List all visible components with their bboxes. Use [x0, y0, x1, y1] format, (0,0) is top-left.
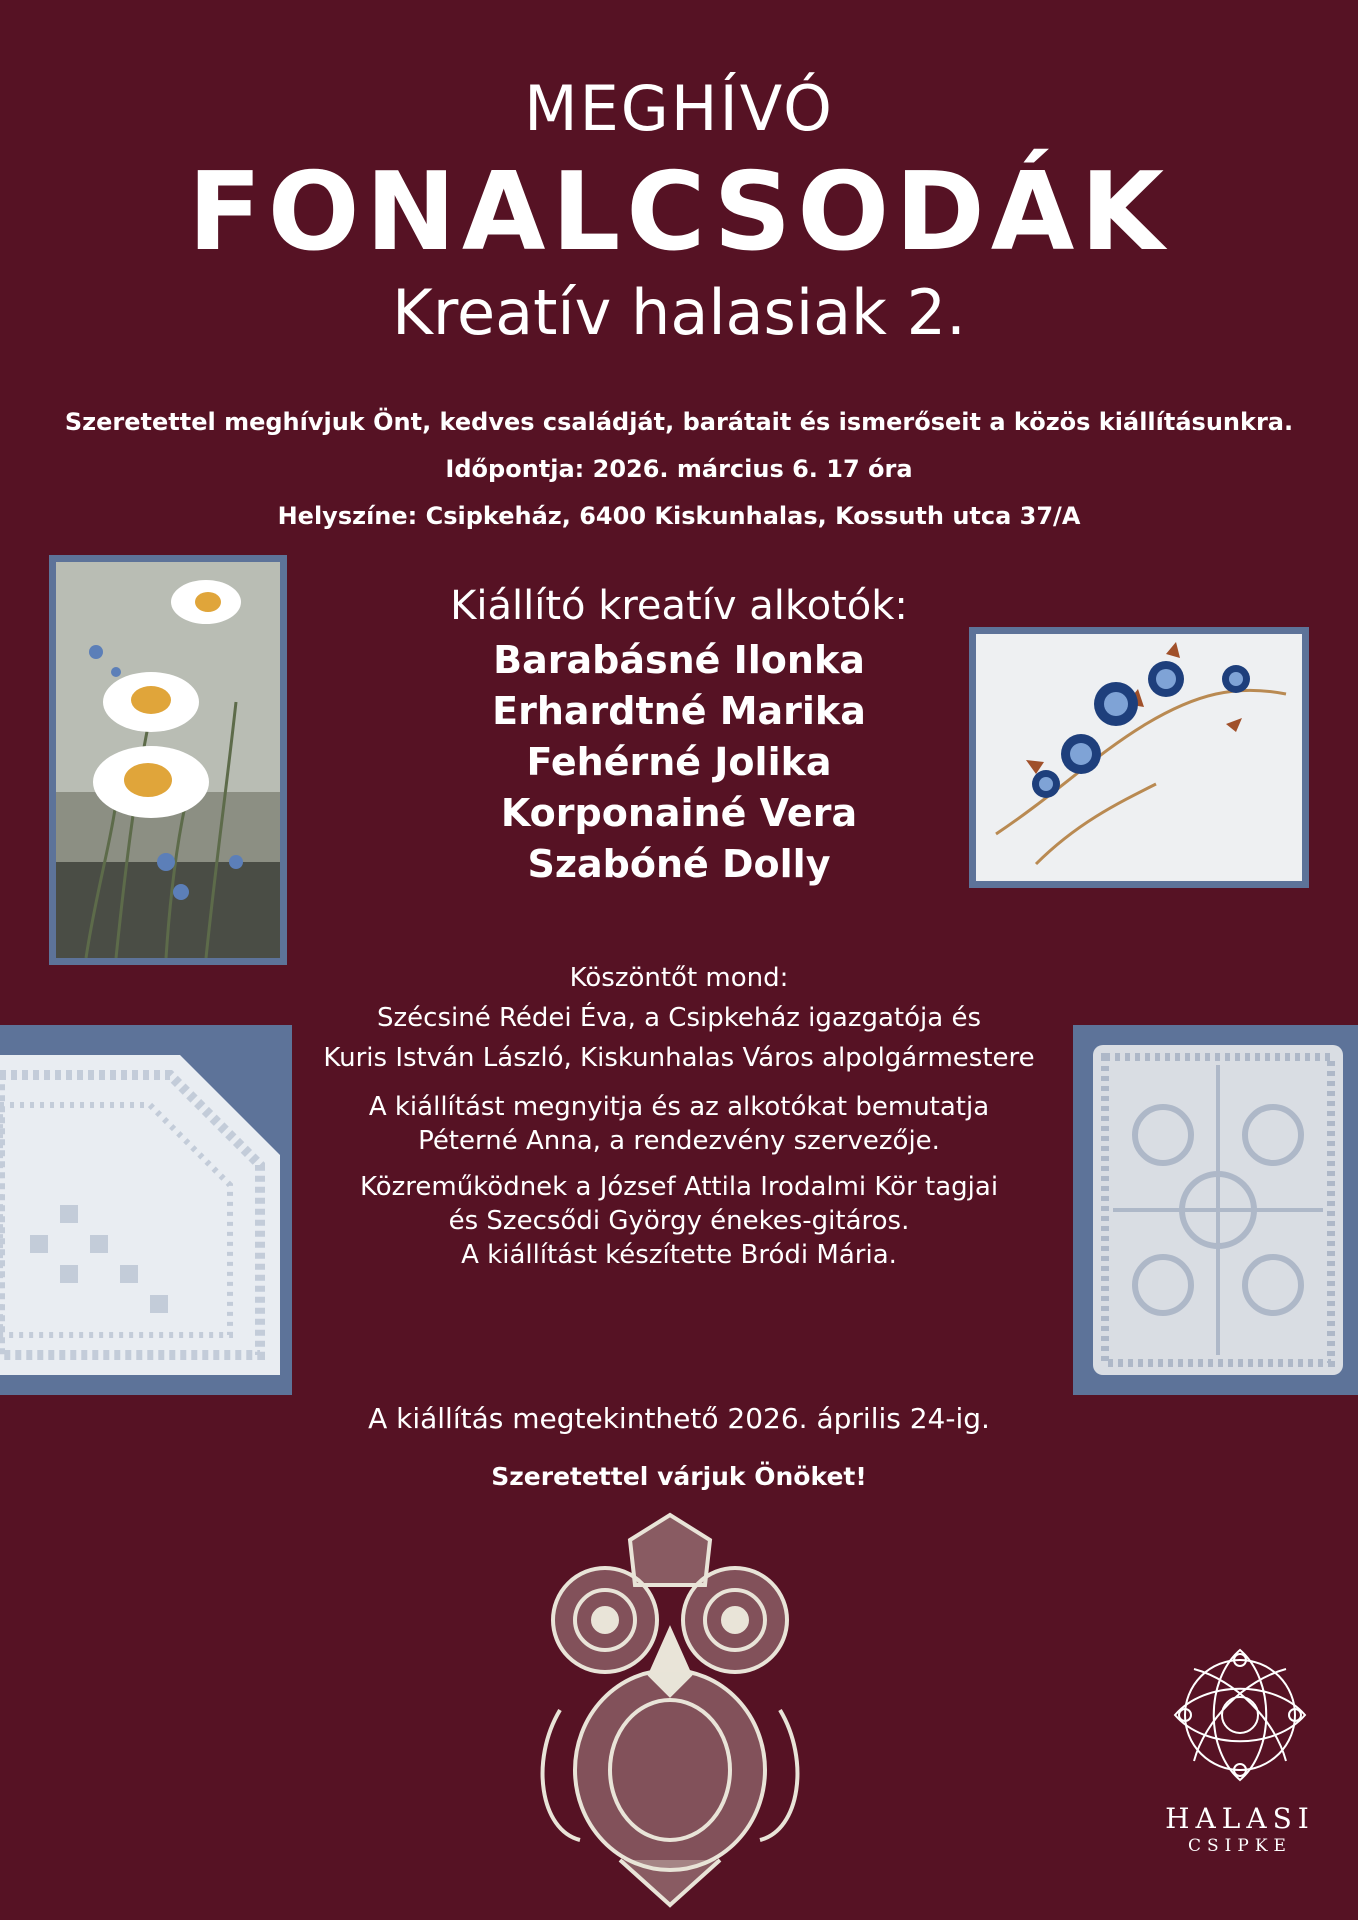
- opening-person: Péterné Anna, a rendezvény szervezője.: [418, 1126, 940, 1156]
- hardanger-lace-image: [0, 1025, 292, 1395]
- exhibitor-name: Barabásné Ilonka: [493, 638, 865, 682]
- performers-text: Közreműködnek a József Attila Irodalmi Kör tagjai: [359, 1172, 999, 1202]
- event-subtitle: Kreatív halasiak 2.: [392, 276, 966, 349]
- event-venue: Helyszíne: Csipkeház, 6400 Kiskunhalas, Kossuth utca 37/A: [277, 502, 1081, 530]
- curator-text: A kiállítást készítette Bródi Mária.: [461, 1240, 897, 1270]
- opening-text: A kiállítást megnyitja és az alkotókat bemutatja: [368, 1092, 990, 1122]
- invitation-label: MEGHÍVÓ: [524, 72, 834, 145]
- crochet-owl-image: [520, 1510, 820, 1910]
- exhibitors-heading: Kiállító kreatív alkotók:: [450, 583, 908, 629]
- exhibition-duration: A kiállítás megtekinthető 2026. április 24-ig.: [368, 1402, 990, 1435]
- logo-text-csipke: CSIPKE: [1188, 1836, 1292, 1856]
- invitation-text: Szeretettel meghívjuk Önt, kedves családját, barátait és ismerőseit a közös kiállításunkra.: [64, 408, 1294, 436]
- greeting-speaker-1: Szécsiné Rédei Éva, a Csipkeház igazgatója és: [377, 1003, 981, 1033]
- exhibitor-name: Szabóné Dolly: [527, 842, 831, 886]
- event-title: FONALCSODÁK: [187, 150, 1171, 275]
- exhibitor-name: Korponainé Vera: [500, 791, 858, 835]
- greeting-speaker-2: Kuris István László, Kiskunhalas Város alpolgármestere: [323, 1043, 1035, 1073]
- event-date: Időpontja: 2026. március 6. 17 óra: [445, 455, 913, 483]
- exhibitor-name: Fehérné Jolika: [526, 740, 832, 784]
- square-lace-image: [1073, 1025, 1358, 1395]
- greeting-label: Köszöntőt mond:: [569, 963, 789, 993]
- exhibitor-name: Erhardtné Marika: [492, 689, 866, 733]
- performers-text-2: és Szecsődi György énekes-gitáros.: [448, 1206, 910, 1236]
- welcome-message: Szeretettel várjuk Önöket!: [491, 1462, 867, 1491]
- logo-text-halasi: HALASI: [1165, 1802, 1315, 1835]
- halasi-csipke-logo-icon: [1165, 1640, 1315, 1790]
- embroidery-cornflowers-image: [969, 627, 1309, 888]
